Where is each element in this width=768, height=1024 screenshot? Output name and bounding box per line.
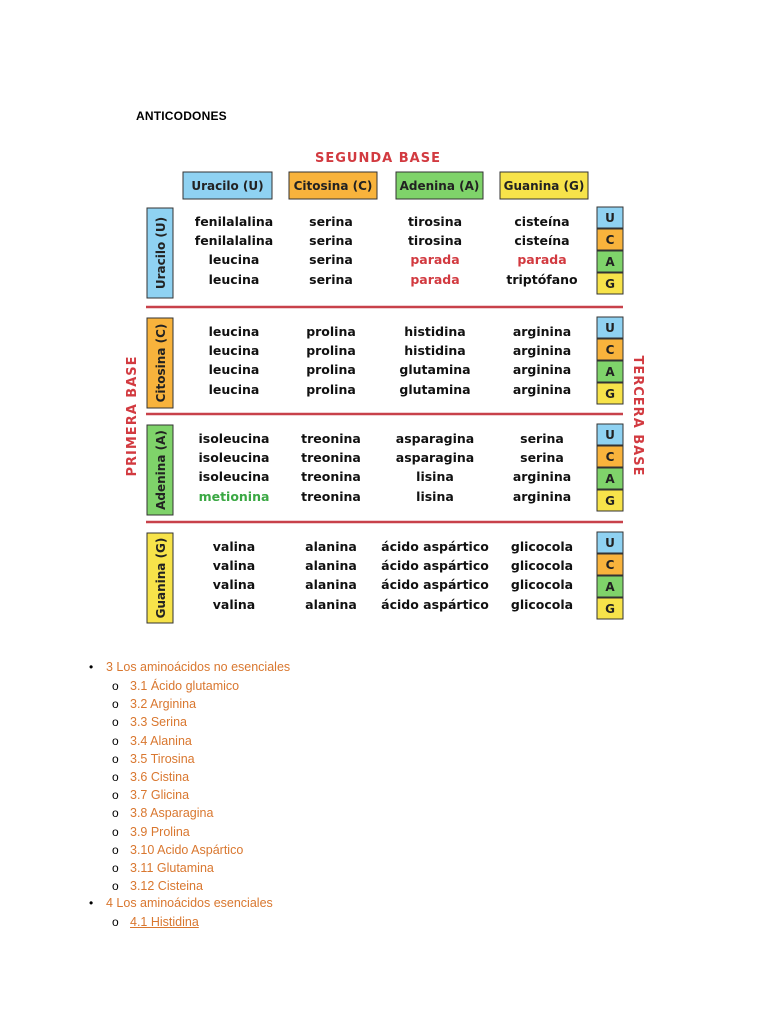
third-base-cell (597, 207, 623, 228)
codon-cell: prolina (306, 382, 356, 397)
third-base-letter: A (605, 255, 615, 269)
codon-cell: leucina (208, 272, 260, 287)
codon-cell: glicocola (510, 597, 574, 612)
bullet-sub: o (112, 697, 119, 712)
third-base-cell (597, 273, 623, 294)
codon-cell: serina (309, 214, 353, 229)
bullet-main: • (89, 660, 94, 674)
third-base-letter: C (605, 450, 615, 464)
codon-cell: glicocola (510, 539, 574, 554)
codon-cell: asparagina (395, 450, 475, 465)
third-base-letter: C (605, 558, 615, 572)
codon-cell: serina (520, 431, 564, 446)
first-base-label: PRIMERA BASE (125, 355, 140, 477)
toc-link-subsection[interactable]: 3.6 Cistina (130, 770, 190, 784)
toc-link-subsection[interactable]: 4.1 Histidina (130, 915, 199, 929)
codon-cell: arginina (512, 382, 572, 397)
codon-cell: alanina (305, 539, 357, 554)
column-header-1 (289, 172, 377, 199)
third-base-cell (597, 532, 623, 553)
codon-cell: parada (410, 252, 460, 267)
codon-cell: fenilalalina (194, 214, 274, 229)
codon-cell: valina (212, 597, 256, 612)
codon-cell: arginina (512, 469, 572, 484)
third-base-letter: G (605, 277, 615, 291)
codon-cell: leucina (208, 362, 260, 377)
toc-link-subsection[interactable]: 3.2 Arginina (130, 697, 197, 712)
codon-cell: prolina (306, 324, 356, 339)
bullet-main: • (89, 896, 94, 910)
codon-cell: alanina (305, 558, 357, 573)
bullet-sub: o (112, 879, 119, 894)
second-base-label: SEGUNDA BASE (315, 151, 441, 166)
codon-cell: leucina (208, 382, 260, 397)
third-base-letter: U (605, 536, 615, 550)
codon-cell: tirosina (407, 214, 463, 229)
row-header-0 (147, 208, 173, 298)
codon-cell: treonina (301, 489, 361, 504)
toc-link-subsection[interactable]: 3.10 Acido Aspártico (130, 842, 244, 857)
toc-link-subsection[interactable]: 3.7 Glicina (130, 788, 190, 803)
codon-cell: metionina (198, 489, 270, 504)
codon-cell: fenilalalina (194, 233, 274, 248)
codon-cell: isoleucina (198, 469, 270, 484)
toc-link-subsection[interactable]: 3.1 Ácido glutamico (130, 679, 240, 693)
third-base-label: TERCERA BASE (630, 355, 645, 477)
codon-cell: tirosina (407, 233, 463, 248)
third-base-cell (597, 576, 623, 597)
bullet-sub: o (112, 733, 119, 748)
column-headers (183, 172, 588, 199)
codon-cell: valina (212, 539, 256, 554)
toc-link-section-3[interactable]: 3 Los aminoácidos no esenciales (106, 660, 291, 674)
codon-cell: alanina (305, 577, 357, 592)
codon-cell: isoleucina (198, 431, 270, 446)
bullet-sub: o (112, 861, 119, 875)
codon-cell: ácido aspártico (381, 597, 489, 612)
codon-cell: serina (309, 252, 353, 267)
codon-cell: parada (517, 252, 567, 267)
codon-cell: valina (212, 558, 256, 573)
bullet-sub: o (112, 679, 119, 693)
row-header-label: Uracilo (U) (154, 216, 168, 290)
bullet-sub: o (112, 806, 119, 821)
column-header-3 (500, 172, 588, 199)
codon-cell: leucina (208, 324, 260, 339)
bullet-sub: o (112, 770, 119, 784)
row-header-label: Citosina (C) (154, 323, 168, 403)
third-base-cell (597, 554, 623, 575)
toc-link-subsection[interactable]: 3.5 Tirosina (130, 751, 195, 766)
codon-cell: glicocola (510, 577, 574, 592)
codon-cell: cisteína (514, 233, 570, 248)
third-base-letter: U (605, 321, 615, 335)
third-base-cell (597, 317, 623, 338)
third-base-letter: A (605, 472, 615, 486)
toc-link-subsection[interactable]: 3.8 Asparagina (130, 806, 214, 821)
column-header-label: Uracilo (U) (191, 179, 264, 193)
row-headers (147, 208, 173, 623)
third-base-cell (597, 251, 623, 272)
codon-cell: arginina (512, 324, 572, 339)
column-header-label: Adenina (A) (399, 179, 480, 193)
codon-cell: glicocola (510, 558, 574, 573)
third-base-letter: A (605, 580, 615, 594)
third-base-cell (597, 424, 623, 445)
column-header-label: Citosina (C) (293, 179, 373, 193)
codon-cell: serina (309, 233, 353, 248)
codon-cell: treonina (301, 431, 361, 446)
column-header-label: Guanina (G) (503, 179, 585, 193)
third-base-letter: G (605, 602, 615, 616)
codon-cell: prolina (306, 343, 356, 358)
row-header-label: Guanina (G) (154, 537, 168, 619)
third-base-cell (597, 446, 623, 467)
codon-cell: parada (410, 272, 460, 287)
codon-cell: asparagina (395, 431, 475, 446)
codon-cell: ácido aspártico (381, 539, 489, 554)
codon-cell: alanina (305, 597, 357, 612)
third-base-letter: A (605, 365, 615, 379)
codon-cell: ácido aspártico (381, 577, 489, 592)
bullet-sub: o (112, 842, 119, 857)
row-header-2 (147, 425, 173, 515)
row-header-label: Adenina (A) (154, 430, 168, 510)
bullet-sub: o (112, 715, 119, 730)
third-base-cell (597, 468, 623, 489)
codon-cell: cisteína (514, 214, 570, 229)
third-base-cell (597, 598, 623, 619)
codon-cell: treonina (301, 450, 361, 465)
toc-link-subsection[interactable]: 3.9 Prolina (130, 824, 190, 839)
row-header-3 (147, 533, 173, 623)
toc-link-subsection[interactable]: 3.4 Alanina (130, 733, 192, 748)
codon-cell: prolina (306, 362, 356, 377)
bullet-sub: o (112, 824, 119, 839)
third-base-letter: U (605, 428, 615, 442)
codon-cell: serina (520, 450, 564, 465)
codon-cell: lisina (416, 489, 454, 504)
third-base-letter: C (605, 233, 615, 247)
toc-link-section-4[interactable]: 4 Los aminoácidos esenciales (106, 896, 273, 910)
codon-cell: leucina (208, 252, 260, 267)
third-base-cell (597, 339, 623, 360)
third-base-letter: G (605, 494, 615, 508)
codon-cell: histidina (404, 324, 466, 339)
codon-cell: arginina (512, 343, 572, 358)
codon-cell: glutamina (399, 382, 471, 397)
toc-link-subsection[interactable]: 3.11 Glutamina (130, 861, 214, 875)
third-base-letter: U (605, 211, 615, 225)
codon-cell: glutamina (399, 362, 471, 377)
third-base-letter: C (605, 343, 615, 357)
codon-cell: histidina (404, 343, 466, 358)
column-header-2 (396, 172, 483, 199)
codon-cell: ácido aspártico (381, 558, 489, 573)
page-title: ANTICODONES (136, 109, 227, 123)
codon-cell: valina (212, 577, 256, 592)
bullet-sub: o (112, 915, 119, 929)
codon-cell: serina (309, 272, 353, 287)
third-base-cell (597, 383, 623, 404)
codon-cell: leucina (208, 343, 260, 358)
third-base-cell (597, 361, 623, 382)
third-base-cell (597, 490, 623, 511)
toc-link-subsection[interactable]: 3.12 Cisteina (130, 879, 203, 894)
codon-cell: lisina (416, 469, 454, 484)
codon-cell: isoleucina (198, 450, 270, 465)
row-header-1 (147, 318, 173, 408)
codon-cell: triptófano (506, 272, 578, 287)
codon-cell: treonina (301, 469, 361, 484)
column-header-0 (183, 172, 272, 199)
codon-cell: arginina (512, 362, 572, 377)
third-base-cell (597, 229, 623, 250)
toc-link-subsection[interactable]: 3.3 Serina (130, 715, 187, 730)
bullet-sub: o (112, 788, 119, 803)
bullet-sub: o (112, 751, 119, 766)
codon-cell: arginina (512, 489, 572, 504)
third-base-letter: G (605, 387, 615, 401)
